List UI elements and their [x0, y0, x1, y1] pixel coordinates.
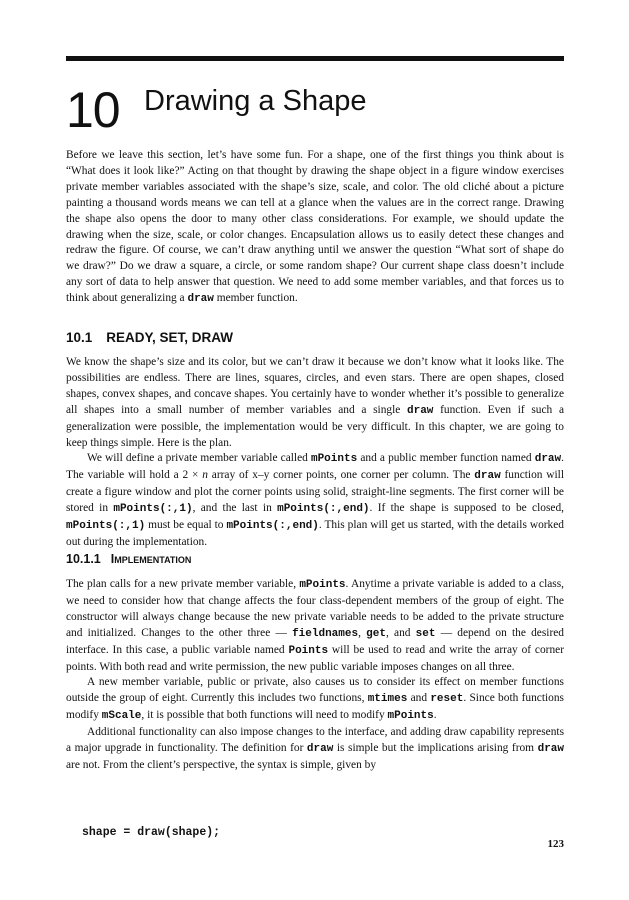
code-term: fieldnames [292, 627, 359, 640]
code-term: get [366, 627, 386, 640]
chapter-number: 10 [66, 82, 120, 138]
code-term: draw [474, 470, 501, 483]
subsection-paragraph-1: The plan calls for a new private member variable, mPoints. Anytime a private variable is added to a class, we need to consider how that change affects the four class-dependent members of the group of eight. The constructor will always change because the new private variable needs to be added to the private structure and initialized. Changes to the other three — fieldnames, get, and set — depend on the desired interface. In this case, a public variable named Points will be used to read and write the array of corner points. With both read and write permission, the new public variable imposes changes on all three. [66, 578, 564, 673]
code-term: draw [407, 404, 434, 417]
chapter-title: Drawing a Shape [144, 85, 367, 117]
section-heading [66, 330, 233, 345]
code-term: draw [534, 453, 562, 466]
top-rule [66, 56, 564, 61]
code-term: draw [306, 743, 334, 756]
code-term: mPoints(:,end) [226, 520, 319, 533]
code-term: mPoints [299, 579, 346, 591]
section-paragraph-2: We will define a private member variable called mPoints and a public member function named draw. The variable will hold a 2 × n array of x–y corner points, one corner per column. The draw function will create a figure window and plot the corner points using solid, straight-line segments. The first corner will be stored in mPoints(:,1), and the last in mPoints(:,end). If the shape is supposed to be closed, mPoints(:,1) must be equal to mPoints(:,end). This plan will get us started, with the details worked out during the implementation. [66, 452, 565, 548]
section-text [66, 355, 564, 551]
code-term: mPoints [387, 710, 434, 723]
code-term: set [415, 627, 436, 640]
subsection-text [66, 577, 564, 774]
intro-text [66, 148, 564, 308]
code-term: mScale [101, 710, 142, 723]
subsection-paragraph-3: Additional functionality can also impose changes to the interface, and adding draw capability represents a major upgrade in functionality. The definition for draw is simple but the implications arising from draw are not. From the client’s perspective, the syntax is simple, given by [66, 726, 564, 771]
section-number: 10.1 [66, 330, 93, 345]
subsection-paragraph-2: A new member variable, public or private, also causes us to consider its effect on member functions outside the group of eight. Currently this includes two functions, mtimes and reset. Since both functions modify mScale, it is possible that both functions will need to modify mPoints. [66, 676, 564, 723]
chapter-heading [66, 84, 564, 136]
page-number: 123 [547, 838, 564, 850]
code-term: reset [430, 693, 464, 706]
subsection-heading [66, 552, 191, 566]
code-term: mPoints [310, 453, 358, 466]
code-term: Points [288, 644, 329, 657]
code-example: shape = draw(shape); [82, 826, 221, 839]
intro-paragraph-1: Before we leave this section, let’s have some fun. For a shape, one of the first things you think about is “What does it look like?” Acting on that thought by drawing the shape object in a figure window exercises private member variables associated with the shape’s size, scale, and color. The old cliché about a picture painting a thousand words means we can tell at a glance when the values are in the correct range. Drawing the shape also opens the door to many other class considerations. For example, we should update the drawing when the size, scale, or color changes. Encapsulation allows us to easily detect these changes and redraw the figure. Of course, we can’t draw anything until we answer the question “What sort of shape do we draw?” Do we draw a square, a circle, or some random shape? Our current shape class doesn’t include any sort of data to help answer that question. We need to add some member variables, and that forces us to think about generalizing a draw member function. [66, 149, 564, 306]
code-term: mPoints(:,end) [277, 503, 370, 516]
code-term: mPoints(:,1) [113, 503, 193, 516]
section-title: READY, SET, DRAW [106, 330, 234, 345]
subsection-number: 10.1.1 [66, 552, 101, 566]
section-paragraph-1: We know the shape’s size and its color, but we can’t draw it because we don’t know what it looks like. The possibilities are endless. There are lines, squares, circles, and even stars. There are open shapes, closed shapes, convex shapes, and concave shapes. You certainly have to wonder whether it’s possible to generalize all shapes into a small number of member variables and a single draw function. Even if such a generalization were possible, the implementation would be very difficult. In this chapter, we are going to keep things simple. Here is the plan. [66, 356, 564, 449]
code-term: mtimes [367, 693, 408, 706]
code-term: draw [537, 743, 564, 756]
code-term: draw [187, 293, 214, 306]
subsection-title: Implementation [110, 552, 192, 566]
code-term: mPoints(:,1) [66, 520, 146, 533]
